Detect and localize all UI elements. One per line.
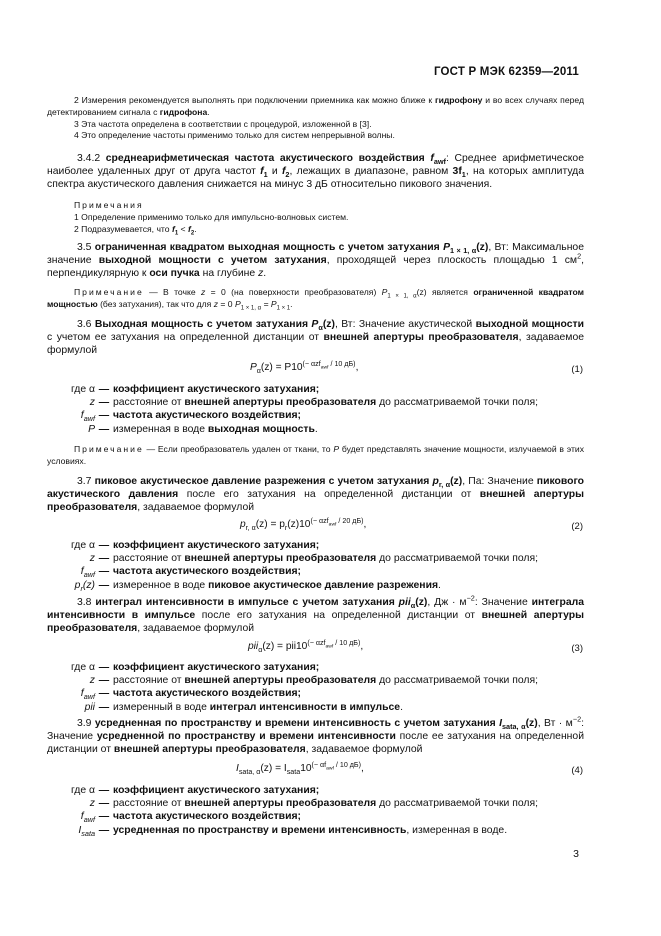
formula-4-number: (4) xyxy=(571,765,583,776)
formula-4: $I_{sata, \alpha}(z) = I_{sata}10^{(- \alpha f_{awf} / 10 дБ)}$, xyxy=(236,760,364,777)
where-4: где α — коэффициент акустического затухания; z — расстояние от внешней апертуры преобразователя до рассматриваемой точки поля; $f_{awf}$ — частота акустического воздействия; $I_{sata}$ — усредненная по пространству и времени интенсивность, измеренная в воде. xyxy=(70,785,538,838)
formula-2: $p_{r, \alpha}(z) = p_r(z)10^{(- \alpha zf_{awf} / 20 дБ)}$, xyxy=(240,516,367,533)
formula-3: $pii_\alpha(z) = pii10^{(- \alpha zf_{awf} / 10 дБ)}$, xyxy=(248,638,364,655)
formula-2-number: (2) xyxy=(571,521,583,532)
section-3-9: 3.9 усредненная по пространству и времени интенсивность с учетом затухания $I_{sata, \alpha}(z)$, Вт · $м^{-2}$: Значение усредненной по пространству и времени интенсивности после ее затухания на определенной дистанции от внешней апертуры преобразователя, задаваемое формулой xyxy=(47,714,585,756)
note-3: 3 Эта частота определена в соответствии с процедурой, изложенной в [3]. xyxy=(74,118,372,129)
notes-3-4-2: Примечания 1 Определение применимо только для импульсно-волновых систем. 2 Подразумевается, что $f_1 < f_2$. xyxy=(74,200,349,237)
section-3-8: 3.8 интеграл интенсивности в импульсе с учетом затухания pii$_\alpha$(z), Дж · $м^{-2}$: Значение интеграла интенсивности в импульсе после его затухания на определенной дистанции от внешней апертуры преобразователя, задаваемое формулой xyxy=(47,593,584,635)
note-3-6: Примечание — Если преобразователь удален от ткани, то P будет представлять значение мощности, излучаемой в этих условиях. xyxy=(47,444,584,466)
note-3-5: Примечание — В точке z = 0 (на поверхности преобразователя) $P_{1 \times 1, \alpha}(z)$ является ограниченной квадратом мощностью (без затухания), так что для z = 0 $P_{1 \times 1, \alpha} = P_{1 \times 1}$. xyxy=(47,287,584,312)
where-1: где α — коэффициент акустического затухания; z — расстояние от внешней апертуры преобразователя до рассматриваемой точки поля; $f_{awf}$ — частота акустического воздействия; P — измеренная в воде выходная мощность. xyxy=(70,384,538,435)
formula-1-number: (1) xyxy=(571,364,583,375)
where-3: где α — коэффициент акустического затухания; z — расстояние от внешней апертуры преобразователя до рассматриваемой точки поля; $f_{awf}$ — частота акустического воздействия; pii — измеренный в воде интеграл интенсивности в импульсе. xyxy=(70,662,538,713)
notes-top xyxy=(47,95,584,142)
section-3-4-2: 3.4.2 среднеарифметическая частота акустического воздействия $f_{awf}$: Среднее арифметическое наиболее удаленных друг от друга частот $f_1$ и $f_2$, лежащих в диапазоне, равном $3f_1$, на которых амплитуда спектра акустического давления снижается на минус 3 дБ относительно пикового значения. xyxy=(47,153,585,191)
page-header: ГОСТ Р МЭК 62359—2011 xyxy=(433,66,579,78)
section-3-5: 3.5 ограниченная квадратом выходная мощность с учетом затухания $P_{1 \times 1, \alpha}(z)$, Вт: Максимальное значение выходной мощности с учетом затухания, проходящей через плоскость площадью 1 $см^2$, перпендикулярную к оси пучка на глубине z. xyxy=(47,242,584,280)
page-number: 3 xyxy=(573,848,579,860)
formula-1: $P_\alpha(z) = P10^{(- \alpha zf_{awf} / 10 дБ)}$, xyxy=(250,359,359,376)
formula-3-number: (3) xyxy=(571,643,583,654)
where-2: где α — коэффициент акустического затухания; z — расстояние от внешней апертуры преобразователя до рассматриваемой точки поля; $f_{awf}$ — частота акустического воздействия; $p_r(z)$ — измеренное в воде пиковое акустическое давление разрежения. xyxy=(70,540,538,593)
section-3-6: 3.6 Выходная мощность с учетом затухания $P_\alpha(z)$, Вт: Значение акустической выходной мощности с учетом ее затухания на определенной дистанции от внешней апертуры преобразователя, задаваемое формулой xyxy=(47,319,584,357)
note-2: 2 Измерения рекомендуется выполнять при подключении приемника как можно ближе к гидрофону и во всех случаях перед детектированием сигнала с гидрофона. xyxy=(47,95,584,117)
note-4: 4 Это определение частоты применимо только для систем непрерывной волны. xyxy=(74,130,395,141)
section-3-7: 3.7 пиковое акустическое давление разрежения с учетом затухания $p_{r, \alpha}(z)$, Па: Значение пикового акустического давления после его затухания на определенной дистанции от внешней апертуры преобразователя, задаваемое формулой xyxy=(47,476,585,514)
